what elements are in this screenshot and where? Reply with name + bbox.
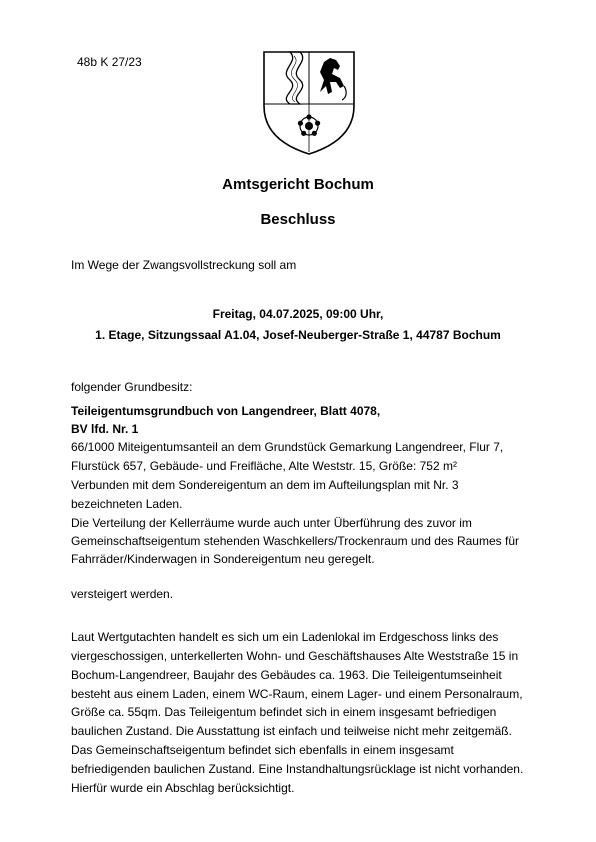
property-lead: folgender Grundbesitz:: [71, 380, 193, 394]
appointment-date: Freitag, 04.07.2025, 09:00 Uhr,: [212, 307, 384, 321]
property-line: Gemeinschaftseigentum stehenden Waschkellers/Trockenraum und des Raumes für: [71, 534, 519, 548]
intro-text: Im Wege der Zwangsvollstreckung soll am: [71, 258, 297, 272]
appraisal-line: befriedigenden baulichen Zustand. Eine Instandhaltungsrücklage ist nicht vorhanden.: [71, 762, 524, 776]
court-name: Amtsgericht Bochum: [222, 176, 374, 193]
appointment-location: 1. Etage, Sitzungssaal A1.04, Josef-Neuberger-Straße 1, 44787 Bochum: [95, 328, 501, 342]
property-line: 66/1000 Miteigentumsanteil an dem Grundstück Gemarkung Langendreer, Flur 7,: [71, 440, 504, 454]
property-line: Flurstück 657, Gebäude- und Freifläche, Alte Weststr. 15, Größe: 752 m²: [71, 459, 457, 473]
property-line: Verbunden mit dem Sondereigentum an dem im Aufteilungsplan mit Nr. 3: [71, 478, 459, 492]
appraisal-line: besteht aus einem Laden, einem WC-Raum, einem Lager- und einem Personalraum,: [71, 687, 523, 701]
document-title: Beschluss: [260, 211, 336, 228]
appraisal-line: Größe ca. 55qm. Das Teileigentum befindet sich in einem insgesamt befriedigen: [71, 705, 497, 719]
nrw-coat-of-arms-icon: [260, 48, 358, 158]
property-line: bezeichneten Laden.: [71, 497, 183, 511]
property-line: Fahrräder/Kinderwagen in Sondereigentum neu geregelt.: [71, 552, 375, 566]
case-reference: 48b K 27/23: [77, 55, 142, 69]
bv-number: BV lfd. Nr. 1: [71, 422, 139, 436]
appraisal-line: Das Gemeinschaftseigentum befindet sich ebenfalls in einem insgesamt: [71, 743, 454, 757]
appraisal-line: Laut Wertgutachten handelt es sich um ein Ladenlokal im Erdgeschoss links des: [71, 630, 499, 644]
appraisal-line: baulichen Zustand. Die Ausstattung ist einfach und teilweise nicht mehr zeitgemäß.: [71, 724, 512, 738]
appraisal-line: Bochum-Langendreer, Baujahr des Gebäudes ca. 1963. Die Teileigentumseinheit: [71, 668, 502, 682]
appraisal-line: Hierfür wurde ein Abschlag berücksichtigt.: [71, 781, 295, 795]
property-line: Die Verteilung der Kellerräume wurde auch unter Überführung des zuvor im: [71, 516, 472, 530]
land-register-entry: Teileigentumsgrundbuch von Langendreer, Blatt 4078,: [71, 404, 381, 418]
appraisal-line: viergeschossigen, unterkellerten Wohn- und Geschäftshauses Alte Weststraße 15 in: [71, 649, 519, 663]
closing-text: versteigert werden.: [71, 587, 174, 601]
